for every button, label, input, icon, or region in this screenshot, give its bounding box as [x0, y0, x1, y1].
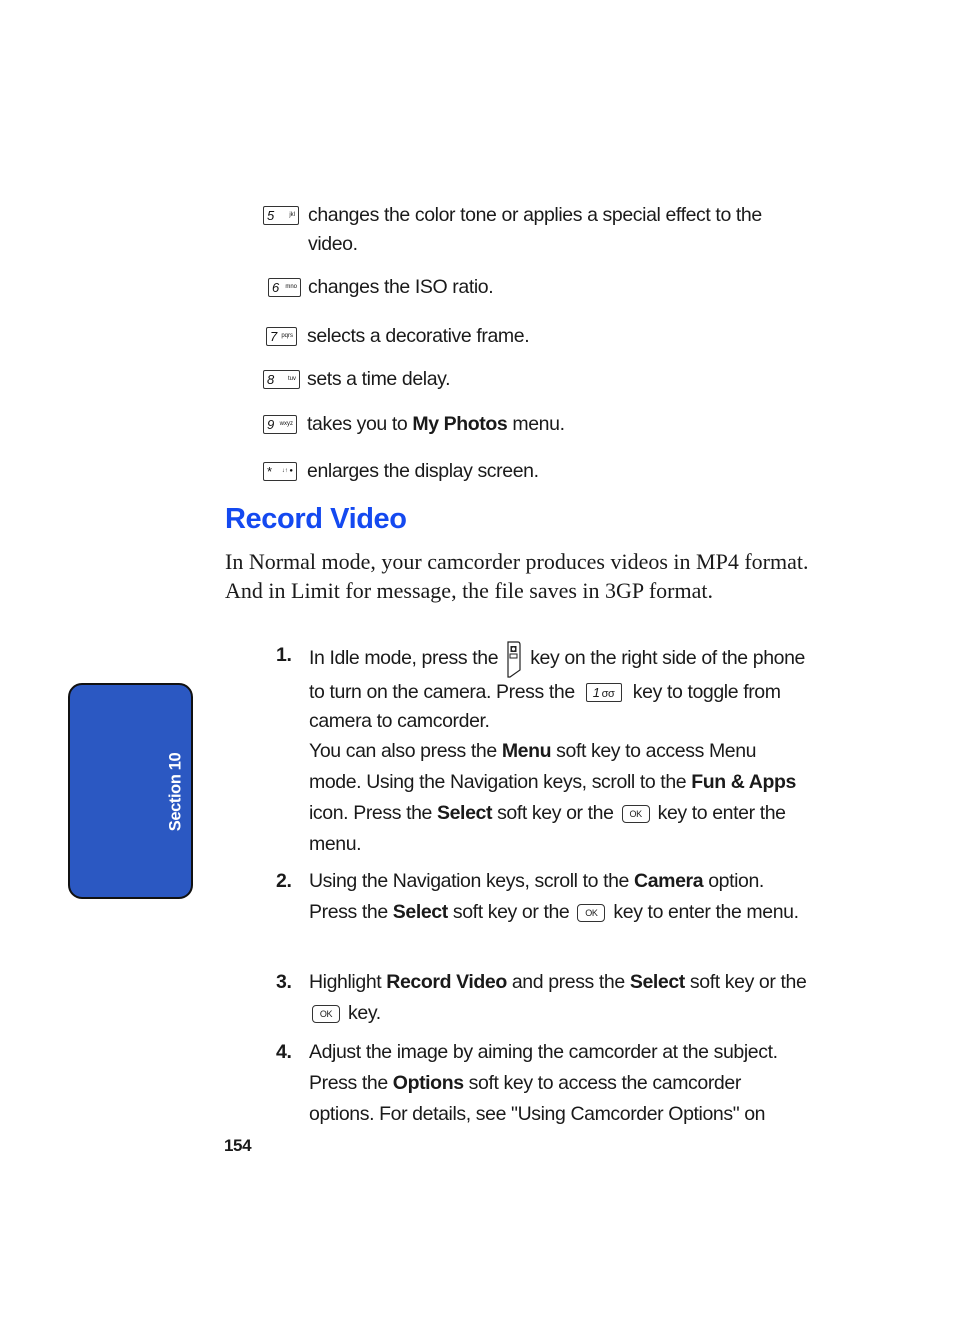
step-body: Adjust the image by aiming the camcorder at the subject. Press the Options soft key to access the camcorder options. For details, see "Using Camcorder Options" on	[309, 1041, 778, 1125]
key-item-text: selects a decorative frame.	[307, 325, 530, 347]
ok-key-icon: OK	[622, 805, 650, 823]
key-item-6	[268, 273, 768, 302]
camera-key-icon	[505, 640, 523, 678]
key-8-icon: 8 tuv	[263, 370, 300, 389]
one-key-icon: 1 σσ	[586, 683, 622, 702]
step-number: 1.	[276, 644, 292, 666]
step-number: 4.	[276, 1041, 292, 1063]
key-item-text: sets a time delay.	[307, 368, 451, 390]
key-6-icon: 6 mno	[268, 278, 301, 297]
key-item-text: takes you to My Photos menu.	[307, 413, 565, 435]
key-5-icon: 5 jkl	[263, 206, 299, 225]
ok-key-icon: OK	[312, 1005, 340, 1023]
section-heading: Record Video	[225, 503, 407, 535]
step-body-note: You can also press the Menu soft key to access Menu mode. Using the Navigation keys, scroll to the Fun & Apps icon. Press the Select soft key or the OK key to enter the menu.	[309, 740, 796, 855]
step-body: In Idle mode, press the key on the right side of the phone to turn on the camera. Press the 1 σσ key to toggle from camera to camcorder.	[309, 640, 809, 736]
step-body: Using the Navigation keys, scroll to the Camera option. Press the Select soft key or the OK key to enter the menu.	[309, 870, 799, 923]
key-item-text: enlarges the display screen.	[307, 460, 539, 482]
ok-key-icon: OK	[577, 904, 605, 922]
step-body: Highlight Record Video and press the Select soft key or the OK key.	[309, 971, 807, 1024]
key-item-star	[263, 457, 767, 486]
key-item-text: changes the ISO ratio.	[308, 276, 494, 298]
step-number: 3.	[276, 971, 292, 993]
key-item-9	[263, 410, 767, 439]
page-number: 154	[224, 1136, 252, 1155]
key-item-text: changes the color tone or applies a special effect to the video.	[308, 204, 762, 255]
key-7-icon: 7 pqrs	[266, 327, 297, 346]
key-star-icon: * ↓↑ ●	[263, 462, 297, 481]
key-item-8	[263, 365, 767, 394]
intro-paragraph: In Normal mode, your camcorder produces videos in MP4 format. And in Limit for message, the file saves in 3GP format.	[225, 549, 809, 603]
key-item-7	[266, 322, 767, 351]
step-number: 2.	[276, 870, 292, 892]
section-tab-label: Section 10	[166, 752, 185, 832]
key-item-5	[263, 201, 768, 259]
key-9-icon: 9 wxyz	[263, 415, 297, 434]
